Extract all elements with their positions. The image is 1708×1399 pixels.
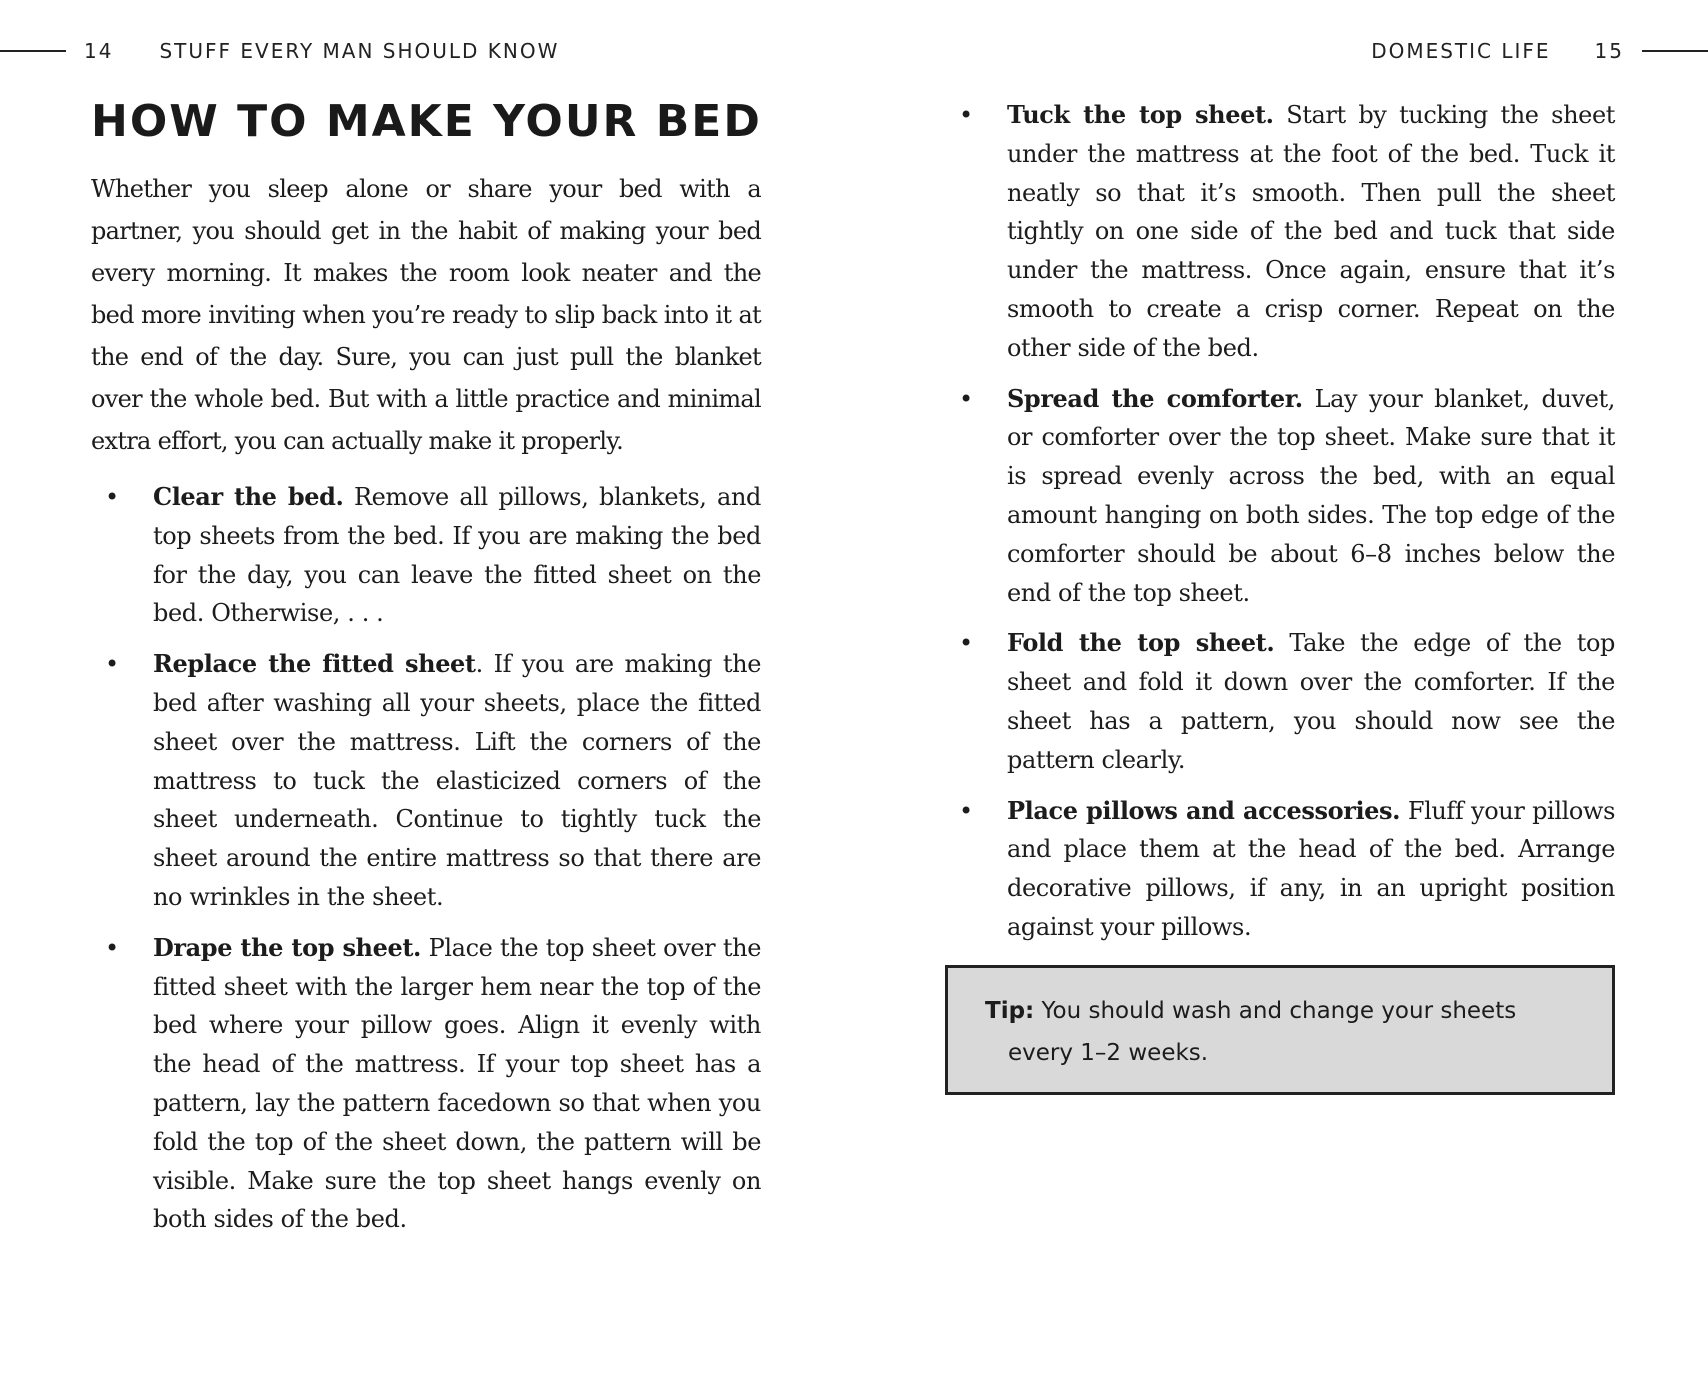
step-term: Fold the top sheet.	[1007, 628, 1275, 658]
step-text: Start by tucking the sheet under the mattress at the foot of the bed. Tuck it neatly so that it’s smooth. Then pull the sheet tightly on one side of the bed and tuck that side under the mattress. Once again, ensure that it’s smooth to create a crisp corner. Repeat on the other side of the bed.	[1007, 101, 1615, 362]
step-term: Place pillows and accessories.	[1007, 795, 1401, 825]
tip-text: You should wash and change your sheets	[1034, 998, 1517, 1024]
step-text: Remove all pillows, blankets, and top sheets from the bed. If you are making the bed for the day, you can leave the fitted sheet on the bed. Otherwise, . . .	[153, 483, 761, 628]
left-page-header	[0, 36, 559, 66]
step-term: Clear the bed.	[153, 482, 344, 511]
step-item-drape-top-sheet	[91, 929, 761, 1239]
tip-box	[945, 965, 1615, 1095]
section-title: DOMESTIC LIFE	[1371, 39, 1551, 63]
step-term: Replace the fitted sheet	[153, 649, 476, 679]
steps-list-right	[945, 96, 1615, 959]
right-page-number: 15	[1594, 39, 1624, 63]
right-page-header	[1371, 36, 1708, 66]
bullet-icon: •	[105, 933, 119, 962]
bullet-icon: •	[959, 384, 973, 413]
tip-second-line: every 1–2 weeks.	[1008, 1040, 1209, 1066]
step-term: Drape the top sheet.	[153, 932, 421, 962]
step-term: Spread the comforter.	[1007, 383, 1303, 413]
header-rule-left	[0, 50, 66, 52]
step-item-fold-top-sheet	[945, 624, 1615, 779]
header-rule-right	[1642, 50, 1708, 52]
intro-paragraph: Whether you sleep alone or share your bed with a partner, you should get in the habit of making your bed every morning. It makes the room look neater and the bed more inviting when you’re ready to slip back into it at the end of the day. Sure, you can just pull the blanket over the whole bed. But with a little practice and minimal extra effort, you can actually make it properly.	[91, 175, 761, 455]
bullet-icon: •	[105, 483, 119, 511]
book-title: STUFF EVERY MAN SHOULD KNOW	[159, 39, 560, 63]
bullet-icon: •	[959, 101, 973, 129]
page-title: HOW TO MAKE YOUR BED	[91, 96, 762, 147]
step-term: Tuck the top sheet.	[1007, 100, 1274, 129]
step-item-clear-bed	[91, 478, 761, 633]
step-text: Place the top sheet over the fitted sheet with the larger hem near the top of the bed where your pillow goes. Align it evenly with the head of the mattress. If your top sheet has a pattern, lay the pattern facedown so that when you fold the top of the sheet down, the pattern will be visible. Make sure the top sheet hangs evenly on both sides of the bed.	[153, 933, 762, 1234]
steps-list-left	[91, 478, 761, 1251]
bullet-icon: •	[959, 629, 973, 658]
bullet-icon: •	[105, 650, 119, 679]
step-item-replace-fitted-sheet	[91, 645, 761, 917]
step-item-tuck-top-sheet	[945, 96, 1615, 368]
step-item-place-pillows	[945, 792, 1615, 947]
step-text: . If you are making the bed after washing all your sheets, place the fitted sheet over the mattress. Lift the corners of the mattress to tuck the elasticized corners of the sheet underneath. Continue to tightly tuck the sheet around the entire mattress so that there are no wrinkles in the sheet.	[153, 650, 761, 911]
step-text: Fluff your pillows and place them at the head of the bed. Arrange decorative pillows, if any, in an upright position against your pillows.	[1007, 796, 1615, 941]
step-text: Lay your blanket, duvet, or comforter over the top sheet. Make sure that it is spread evenly across the bed, with an equal amount hanging on both sides. The top edge of the comforter should be about 6–8 inches below the end of the top sheet.	[1007, 384, 1615, 607]
step-text: Take the edge of the top sheet and fold it down over the comforter. If the sheet has a pattern, you should now see the pattern clearly.	[1007, 629, 1615, 774]
left-page-number: 14	[84, 39, 114, 63]
bullet-icon: •	[959, 796, 973, 825]
step-item-spread-comforter	[945, 380, 1615, 613]
tip-first-line	[985, 990, 1576, 1032]
tip-label: Tip:	[985, 998, 1035, 1024]
